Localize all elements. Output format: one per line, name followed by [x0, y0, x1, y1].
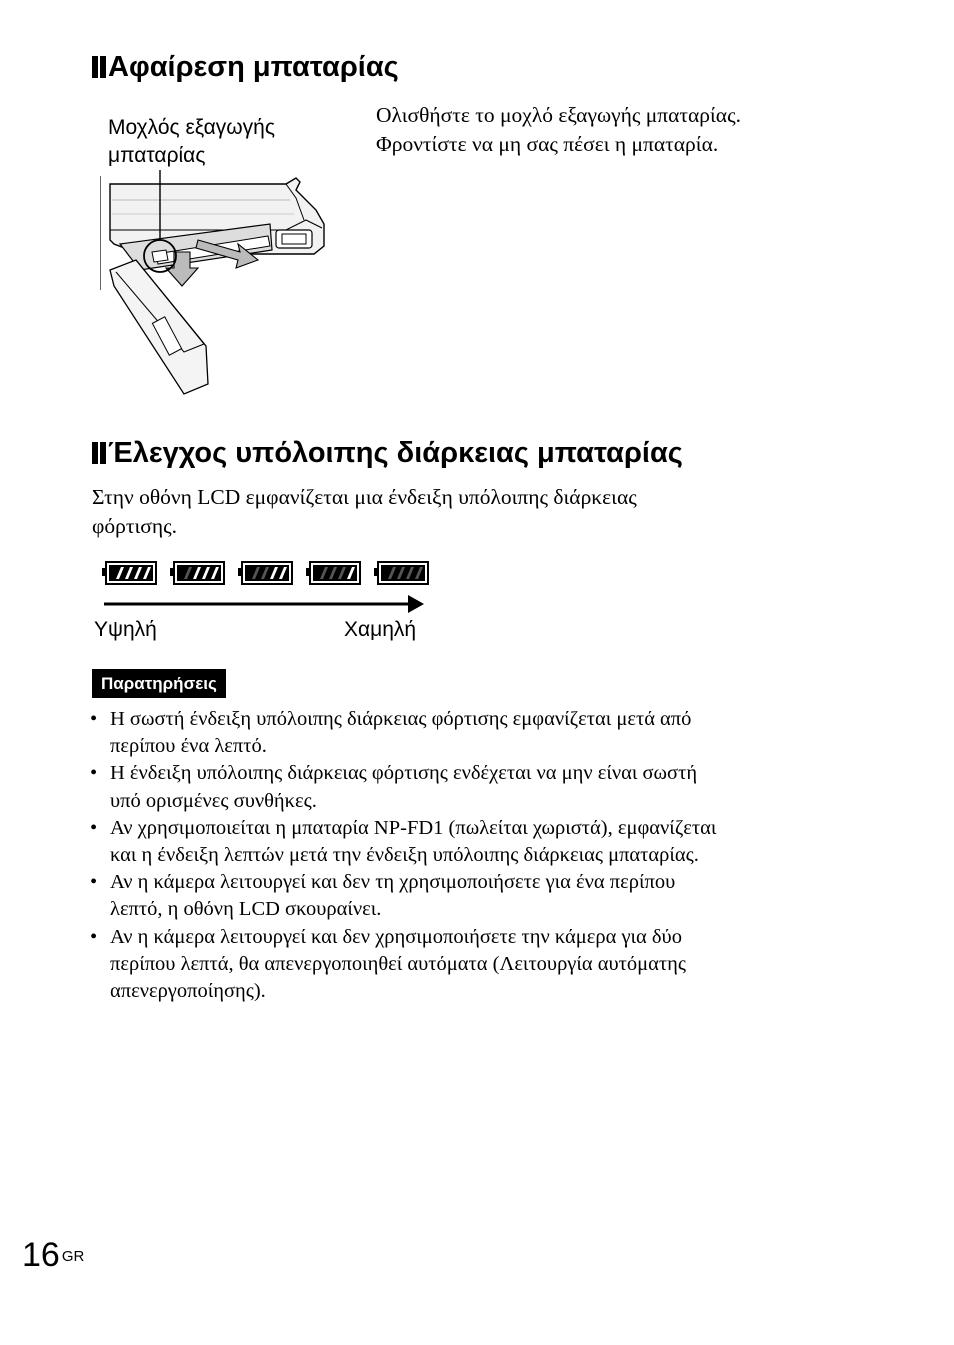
notes-list — [90, 706, 880, 1005]
page-number-suffix: GR — [61, 1248, 85, 1265]
callout-label-line: μπαταρίας — [108, 144, 206, 167]
note-line: υπό ορισμένες συνθήκες. — [110, 789, 317, 812]
page-number — [22, 1238, 84, 1272]
arrow-right-icon — [408, 595, 424, 613]
note-line: και η ένδειξη λεπτών μετά την ένδειξη υπόλοιπης διάρκειας μπαταρίας. — [110, 844, 699, 867]
note-line: περίπου ένα λεπτό. — [110, 735, 267, 758]
note-line: Η σωστή ένδειξη υπόλοιπης διάρκειας φόρτισης εμφανίζεται μετά από — [110, 708, 692, 730]
section-heading-remove-battery — [92, 50, 399, 84]
bullet-icon: • — [90, 925, 98, 948]
note-line: Αν χρησιμοποιείται η μπαταρία NP-FD1 (πωλείται χωριστά), εμφανίζεται — [110, 816, 717, 839]
instruction-line: Φροντίστε να μη σας πέσει η μπαταρία. — [376, 132, 719, 156]
scale-high-label: Υψηλή — [94, 618, 157, 641]
callout-label-line: Μοχλός εξαγωγής — [108, 116, 275, 139]
callout-label — [108, 114, 275, 170]
note-line: Αν η κάμερα λειτουργεί και δεν χρησιμοποιήσετε την κάμερα για δύο — [110, 925, 682, 948]
instruction-line: Ολισθήστε το μοχλό εξαγωγής μπαταρίας. — [376, 103, 741, 127]
note-line: απενεργοποίησης). — [110, 980, 266, 1003]
bullet-icon: • — [90, 708, 98, 730]
battery-icons-group — [102, 562, 428, 584]
battery-intro-text — [92, 483, 637, 541]
note-item — [90, 869, 880, 923]
bullet-icon: • — [90, 816, 98, 839]
battery-removal-illustration — [100, 170, 340, 402]
instruction-text — [376, 101, 741, 159]
battery-level-icon — [238, 562, 292, 584]
heading-marker-icon — [92, 56, 98, 78]
battery-level-icon — [374, 562, 428, 584]
note-item — [90, 924, 880, 1006]
section-heading-check-battery — [92, 436, 683, 470]
note-line: Αν η κάμερα λειτουργεί και δεν τη χρησιμοποιήσετε για ένα περίπου — [110, 871, 676, 894]
section-title: Αφαίρεση μπαταρίας — [108, 51, 399, 83]
notes-badge: Παρατηρήσεις — [92, 669, 226, 698]
heading-marker-icon — [92, 442, 98, 464]
page-number-value: 16 — [22, 1236, 60, 1274]
note-item — [90, 706, 880, 760]
note-line: λεπτό, η οθόνη LCD σκουραίνει. — [110, 898, 382, 921]
note-line: Η ένδειξη υπόλοιπης διάρκειας φόρτισης ενδέχεται να μην είναι σωστή — [110, 762, 698, 785]
note-line: περίπου λεπτά, θα απενεργοποιηθεί αυτόματα (Λειτουργία αυτόματης — [110, 952, 686, 975]
battery-level-icon — [306, 562, 360, 584]
intro-line: φόρτισης. — [92, 514, 178, 538]
scale-low-label: Χαμηλή — [344, 618, 417, 641]
bullet-icon: • — [90, 871, 98, 894]
battery-level-icon — [170, 562, 224, 584]
note-item — [90, 760, 880, 814]
intro-line: Στην οθόνη LCD εμφανίζεται μια ένδειξη υπόλοιπης διάρκειας — [92, 485, 637, 509]
battery-level-icon — [102, 562, 156, 584]
note-item — [90, 815, 880, 869]
battery-level-scale — [96, 556, 436, 620]
section-title: Έλεγχος υπόλοιπης διάρκειας μπαταρίας — [108, 437, 683, 469]
bullet-icon: • — [90, 762, 98, 785]
